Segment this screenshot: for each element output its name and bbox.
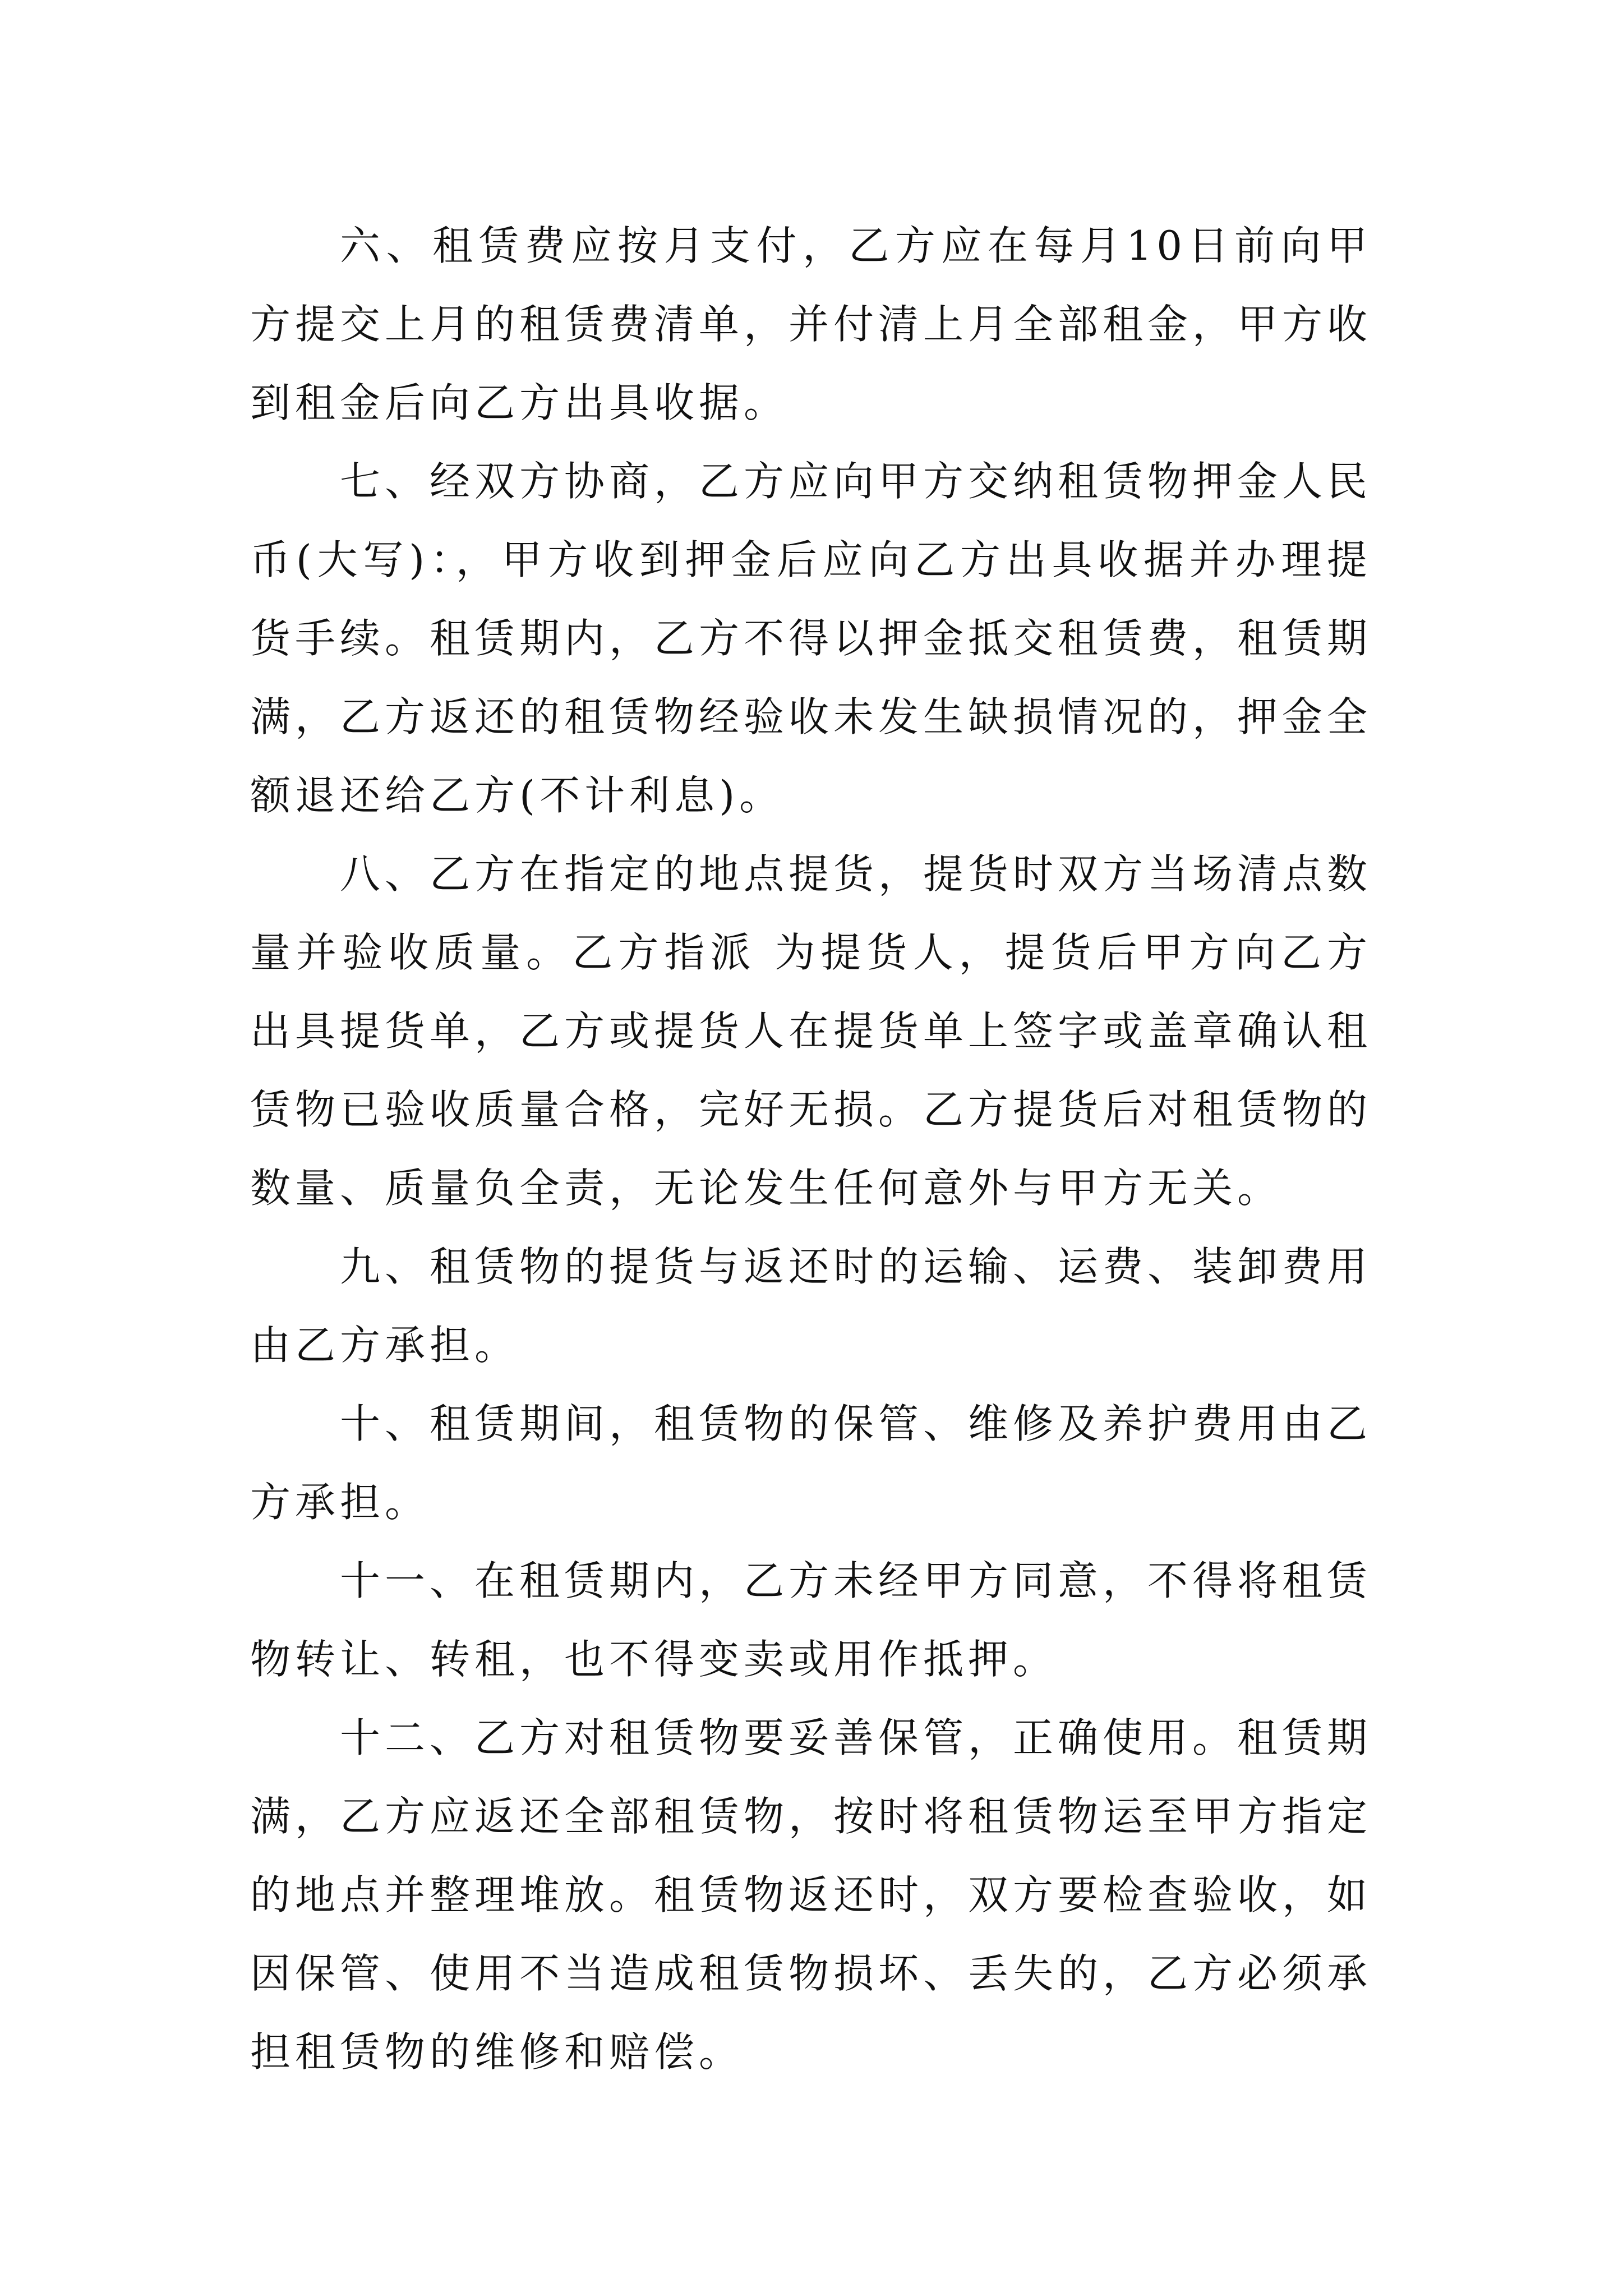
clause-8: 八、乙方在指定的地点提货，提货时双方当场清点数量并验收质量。乙方指派 为提货人，提货后甲方向乙方出具提货单，乙方或提货人在提货单上签字或盖章确认租赁物已验收质量合格，完好无损。乙方提货后对租赁物的数量、质量负全责，无论发生任何意外与甲方无关。 — [250, 850, 1372, 1212]
document-body — [250, 206, 1372, 2091]
clause-11: 十一、在租赁期内，乙方未经甲方同意，不得将租赁物转让、转租，也不得变卖或用作抵押。 — [250, 1557, 1372, 1683]
clause-12: 十二、乙方对租赁物要妥善保管，正确使用。租赁期满，乙方应返还全部租赁物，按时将租赁物运至甲方指定的地点并整理堆放。租赁物返还时，双方要检查验收，如因保管、使用不当造成租赁物损坏、丢失的，乙方必须承担租赁物的维修和赔偿。 — [250, 1714, 1372, 2076]
clause-7: 七、经双方协商，乙方应向甲方交纳租赁物押金人民币(大写)：，甲方收到押金后应向乙方出具收据并办理提货手续。租赁期内，乙方不得以押金抵交租赁费，租赁期满，乙方返还的租赁物经验收未发生缺损情况的，押金全额退还给乙方(不计利息)。 — [250, 458, 1372, 819]
clause-6: 六、租赁费应按月支付，乙方应在每月10日前向甲方提交上月的租赁费清单，并付清上月全部租金，甲方收到租金后向乙方出具收据。 — [250, 222, 1372, 426]
clause-9: 九、租赁物的提货与返还时的运输、运费、装卸费用由乙方承担。 — [250, 1243, 1372, 1369]
clause-10: 十、租赁期间，租赁物的保管、维修及养护费用由乙方承担。 — [250, 1400, 1372, 1526]
